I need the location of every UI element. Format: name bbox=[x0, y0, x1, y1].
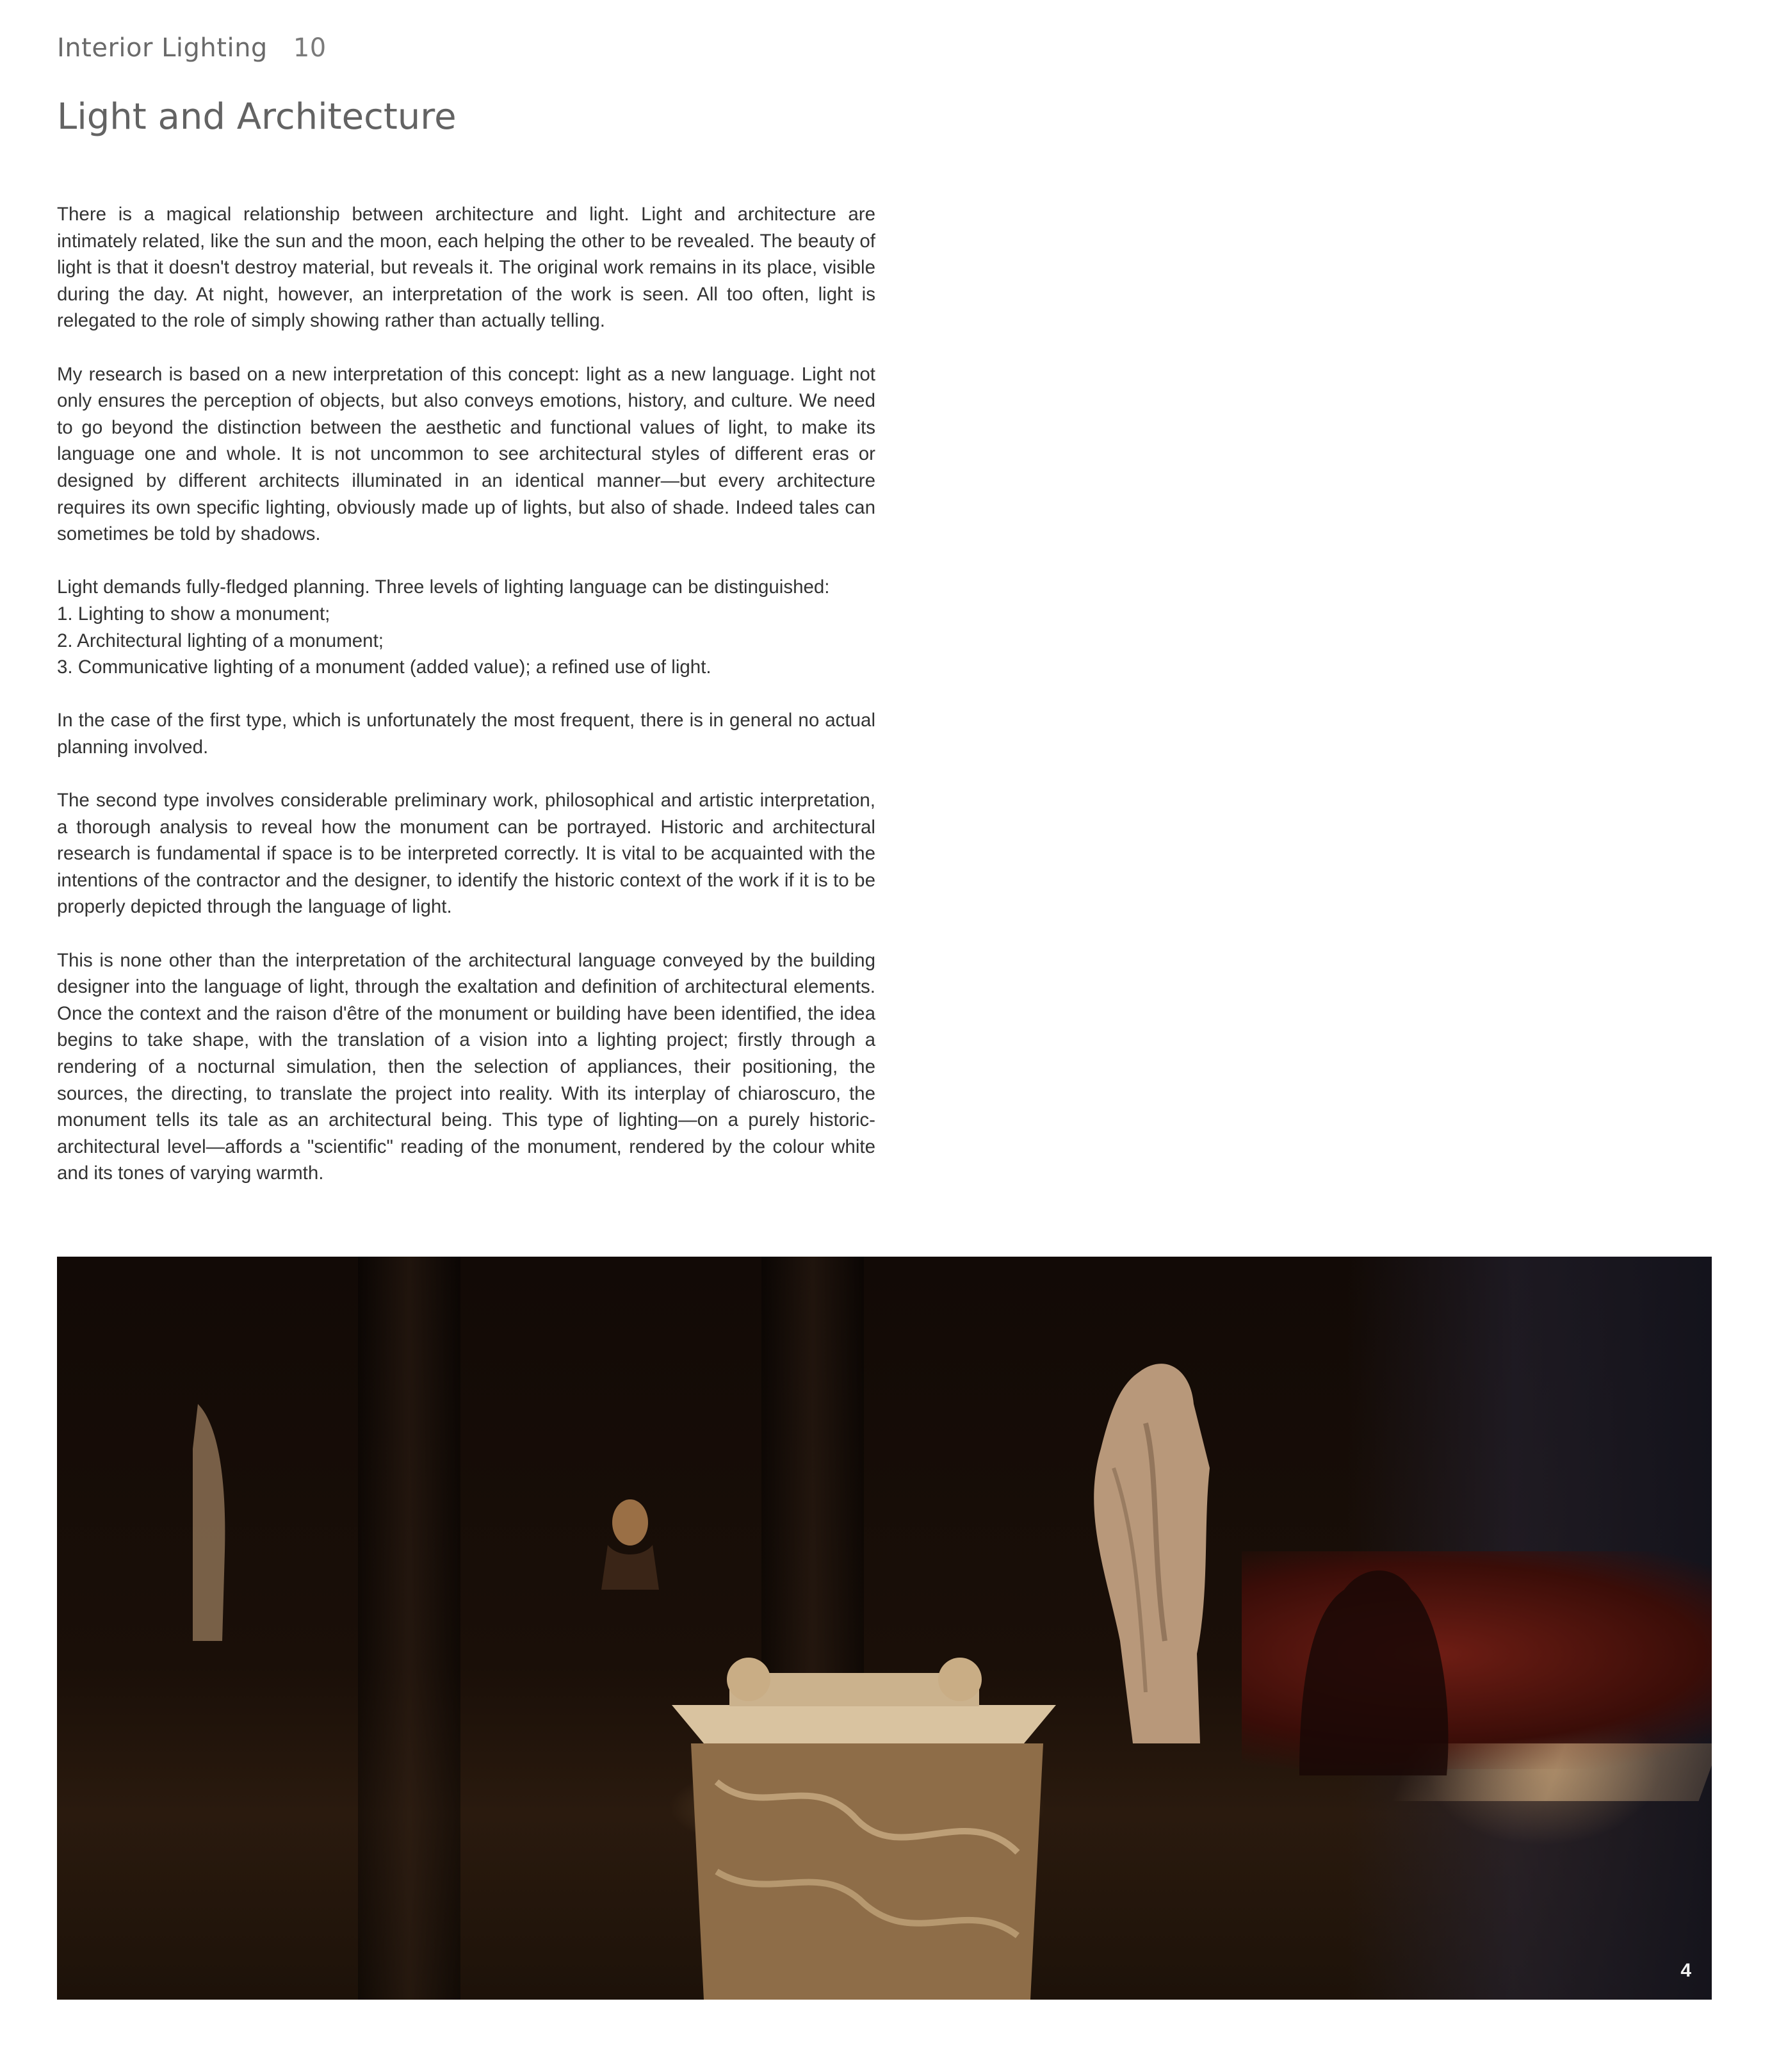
paragraph-5: This is none other than the interpretation of the architectural language conveyed by the building designer into the language of light, through the exaltation and definition of architectural elements. Once the context and the raison d'être of the monument or building have been identified, the idea begins to take shape, with the translation of a vision into a lighting project; firstly through a rendering of a nocturnal simulation, then the selection of appliances, their positioning, the sources, the directing, to translate the project into reality. With its interplay of chiaroscuro, the monument tells its tale as an architectural being. This type of lighting—on a purely historic-architectural level—affords a "scientific" reading of the monument, rendered by the colour white and its tones of varying warmth. bbox=[57, 949, 875, 1184]
paragraph-4: The second type involves considerable preliminary work, philosophical and artistic interpretation, a thorough analysis to reveal how the monument can be portrayed. Historic and architectural research is fundamental if space is to be interpreted correctly. It is vital to be acquainted with the intentions of the contractor and the designer, to identify the historic context of the work if it is to be properly depicted through the language of light. bbox=[57, 790, 875, 918]
exhibit-silhouettes bbox=[57, 1257, 1712, 2000]
list-intro: Light demands fully-fledged planning. Three levels of lighting language can be distinguished: bbox=[57, 576, 830, 598]
bust-head bbox=[612, 1499, 648, 1546]
figure-number: 4 bbox=[1680, 1960, 1691, 1981]
lighting-levels-list bbox=[57, 574, 875, 680]
article-body bbox=[57, 201, 875, 1214]
museum-photo bbox=[57, 1257, 1712, 2000]
partial-statue bbox=[193, 1404, 225, 1641]
paragraph-2: My research is based on a new interpretation of this concept: light as a new language. Light not only ensures the perception of objects, but also conveys emotions, history, and culture. We need to go beyond the distinction between the aesthetic and functional values of light, to make its language one and whole. It is not uncommon to see architectural styles of different eras or designed by different architects illuminated in an identical manner—but every architecture requires its own specific lighting, obviously made up of lights, but also of shade. Indeed tales can sometimes be told by shadows. bbox=[57, 363, 875, 545]
paragraph-1: There is a magical relationship between architecture and light. Light and architecture are intimately related, like the sun and the moon, each helping the other to be revealed. The beauty of light is that it doesn't destroy material, but reveals it. The original work remains in its place, visible during the day. At night, however, an interpretation of the work is seen. All too often, light is relegated to the role of simply showing rather than actually telling. bbox=[57, 204, 875, 332]
list-item: 1. Lighting to show a monument; bbox=[57, 603, 330, 624]
paragraph-3: In the case of the first type, which is unfortunately the most frequent, there is in general no actual planning involved. bbox=[57, 710, 875, 758]
bust-shoulders bbox=[601, 1545, 659, 1590]
list-item: 2. Architectural lighting of a monument; bbox=[57, 630, 384, 651]
running-head bbox=[57, 33, 327, 63]
carved-altar bbox=[691, 1743, 1043, 2000]
altar-top bbox=[672, 1705, 1056, 1743]
togate-statue bbox=[1094, 1364, 1210, 1743]
section-name: Interior Lighting bbox=[57, 33, 268, 63]
page-title: Light and Architecture bbox=[57, 96, 457, 138]
visitor-shadow bbox=[1299, 1570, 1449, 1775]
list-item: 3. Communicative lighting of a monument (added value); a refined use of light. bbox=[57, 657, 711, 678]
page-number: 10 bbox=[293, 33, 327, 63]
